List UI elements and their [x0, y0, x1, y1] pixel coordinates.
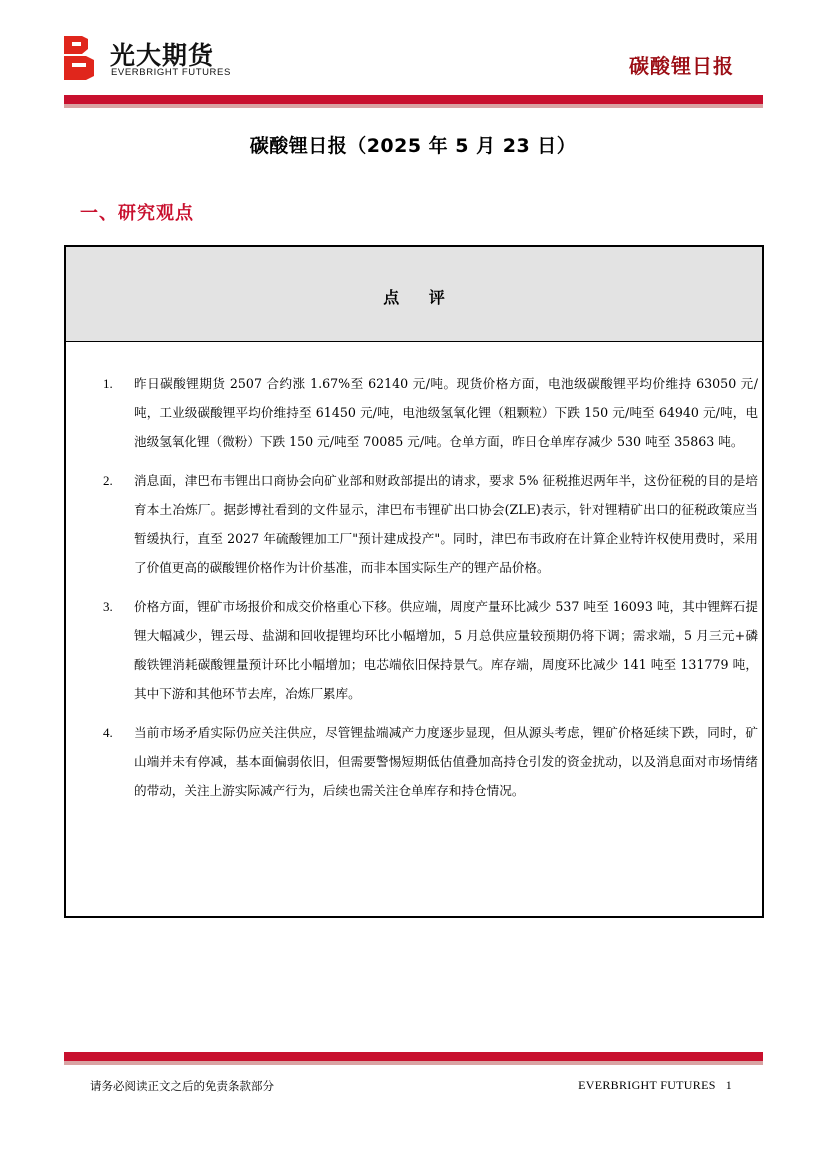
commentary-header — [66, 247, 762, 342]
list-item-text: 当前市场矛盾实际仍应关注供应，尽管锂盐端减产力度逐步显现，但从源头考虑，锂矿价格延续下跌，同时，矿山端并未有停减，基本面偏弱依旧，但需要警惕短期低估值叠加高持仓引发的资金扰动，以及消息面对市场情绪的带动，关注上游实际减产行为，后续也需关注仓单库存和持仓情况。 — [134, 725, 758, 798]
list-item-text: 消息面，津巴布韦锂出口商协会向矿业部和财政部提出的请求，要求 5% 征税推迟两年半，这份征税的目的是培育本土冶炼厂。据彭博社看到的文件显示，津巴布韦锂矿出口协会(ZLE)表示，针对锂精矿出口的征税政策应当暂缓执行，直至 2027 年硫酸锂加工厂"预计建成投产"。同时，津巴布韦政府在计算企业特许权使用费时，采用了价值更高的碳酸锂价格作为计价基准，而非本国实际生产的锂产品价格。 — [134, 473, 758, 575]
list-item — [66, 369, 762, 456]
footer-disclaimer: 请务必阅读正文之后的免责条款部分 — [90, 1079, 274, 1093]
logo-english-text: EVERBRIGHT FUTURES — [111, 67, 231, 78]
page-number: 1 — [725, 1078, 732, 1092]
list-item — [66, 592, 762, 708]
footer-company: EVERBRIGHT FUTURES — [578, 1078, 716, 1092]
footer-divider — [64, 1052, 763, 1061]
list-item-number: 4. — [103, 725, 113, 740]
report-name: 碳酸锂日报 — [629, 54, 734, 78]
company-logo — [64, 36, 264, 80]
list-item — [66, 466, 762, 582]
footer-divider-shadow — [64, 1061, 763, 1065]
commentary-header-text: 点 评 — [383, 288, 457, 307]
commentary-list — [66, 369, 762, 815]
header-divider — [64, 95, 763, 104]
list-item-number: 2. — [103, 473, 113, 488]
logo-chinese-text: 光大期货 — [110, 41, 215, 70]
list-item-number: 3. — [103, 599, 113, 614]
list-item-text: 昨日碳酸锂期货 2507 合约涨 1.67%至 62140 元/吨。现货价格方面，电池级碳酸锂平均价维持 63050 元/吨，工业级碳酸锂平均价维持至 61450 元/吨，电池级氢氧化锂（粗颗粒）下跌 150 元/吨至 64940 元/吨，电池级氢氧化锂（微粉）下跌 150 元/吨至 70085 元/吨。仓单方面，昨日仓单库存减少 530 吨至 35863 吨。 — [134, 376, 758, 449]
list-item-number: 1. — [103, 376, 113, 391]
commentary-box — [64, 245, 764, 918]
everbright-logo-icon — [64, 36, 98, 80]
list-item-text: 价格方面，锂矿市场报价和成交价格重心下移。供应端，周度产量环比减少 537 吨至 16093 吨，其中锂辉石提锂大幅减少，锂云母、盐湖和回收提锂均环比小幅增加，5 月总供应量较预期仍将下调；需求端，5 月三元+磷酸铁锂消耗碳酸锂量预计环比小幅增加；电芯端依旧保持景气。库存端，周度环比减少 141 吨至 131779 吨，其中下游和其他环节去库，冶炼厂累库。 — [134, 599, 758, 701]
footer-info — [578, 1078, 732, 1093]
section-heading: 一、研究观点 — [80, 203, 194, 224]
page-title: 碳酸锂日报（2025 年 5 月 23 日） — [249, 135, 577, 157]
list-item — [66, 718, 762, 805]
header-divider-shadow — [64, 104, 763, 108]
